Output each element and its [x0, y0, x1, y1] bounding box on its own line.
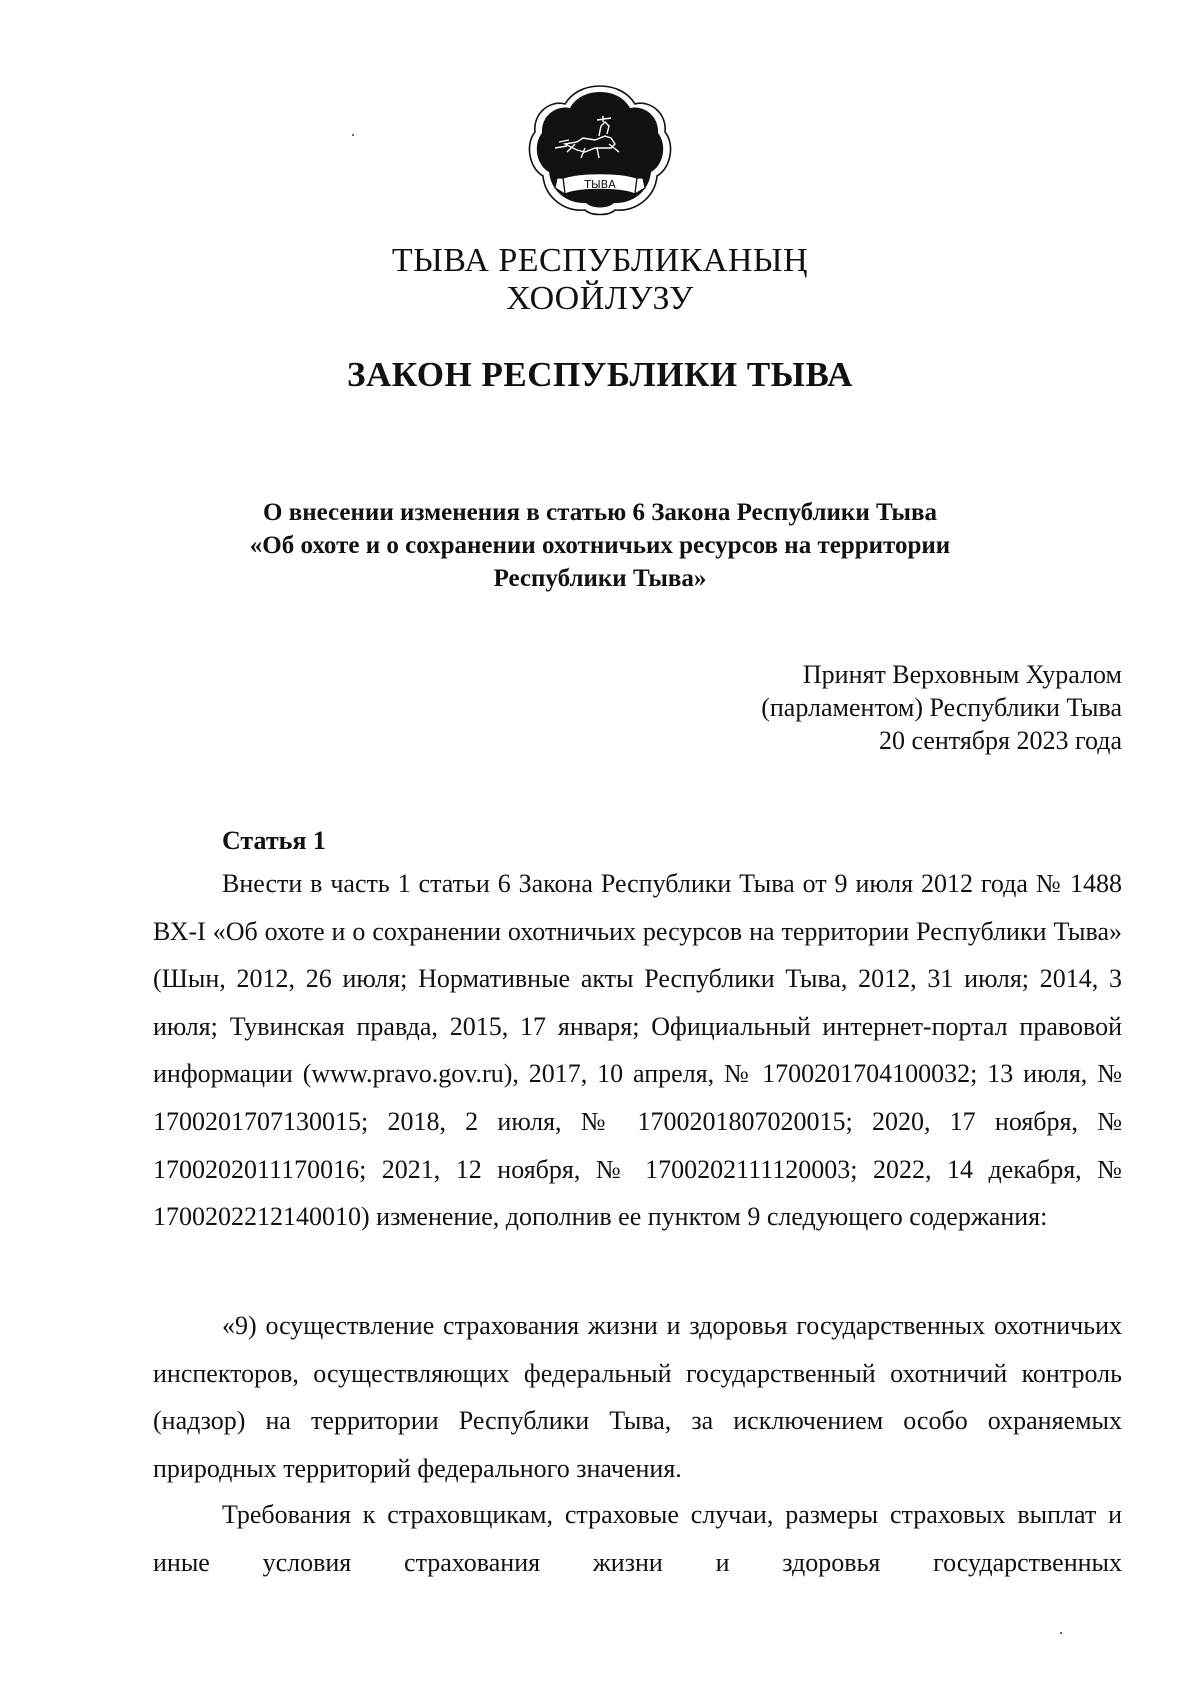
law-subject [0, 496, 1200, 595]
adoption-line1: Принят Верховным Хуралом [802, 660, 1122, 689]
scan-speck [352, 134, 354, 136]
adoption-line2: (парламентом) Республики Тыва [761, 693, 1122, 722]
paragraph-text: Требования к страховщикам, страховые случаи, размеры страховых выплат и иные условия страхования жизни и здоровья государственных [153, 1500, 1122, 1577]
article-paragraph-3 [153, 1491, 1122, 1586]
header-tuvan [0, 242, 1200, 318]
emblem-ribbon-text: ТЫВА [584, 178, 616, 191]
subject-line2: «Об охоте и о сохранении охотничьих ресурсов на территории [249, 532, 951, 559]
subject-line1: О внесении изменения в статью 6 Закона Республики Тыва [263, 499, 937, 526]
article-paragraph-2 [153, 1302, 1122, 1492]
law-title: ЗАКОН РЕСПУБЛИКИ ТЫВА [347, 355, 853, 394]
header-tuvan-line1: ТЫВА РЕСПУБЛИКАНЫҢ [391, 242, 809, 279]
subject-line3: Республики Тыва» [493, 565, 707, 592]
header-tuvan-line2: ХООЙЛУЗУ [506, 280, 694, 317]
scan-speck [1060, 1632, 1062, 1634]
article-heading: Статья 1 [222, 826, 326, 855]
adoption-date: 20 сентября 2023 года [878, 726, 1122, 755]
tuva-coat-of-arms-icon [525, 82, 675, 220]
adoption-note [522, 658, 1122, 757]
paragraph-text: Внести в часть 1 статьи 6 Закона Республики Тыва от 9 июля 2012 года № 1488 ВХ-I «Об охоте и о сохранении охотничьих ресурсов на территории Республики Тыва» (Шын, 2012, 26 июля; Нормативные акты Республики Тыва, 2012, 31 июля; 2014, 3 июля; Тувинская правда, 2015, 17 января; Официальный интернет-портал правовой информации (www.pravo.gov.ru), 2017, 10 апреля, № 1700201704100032; 13 июля, № 1700201707130015; 2018, 2 июля, № 1700201807020015; 2020, 17 ноября, № 1700202011170016; 2021, 12 ноября, № 1700202111120003; 2022, 14 декабря, № 1700202212140010) изменение, дополнив ее пунктом 9 следующего содержания: [153, 869, 1122, 1232]
paragraph-text: «9) осуществление страхования жизни и здоровья государственных охотничьих инспекторов, осуществляющих федеральный государственный охотничий контроль (надзор) на территории Республики Тыва, за исключением особо охраняемых природных территорий федерального значения. [153, 1311, 1122, 1483]
article-paragraph-1 [153, 860, 1122, 1241]
